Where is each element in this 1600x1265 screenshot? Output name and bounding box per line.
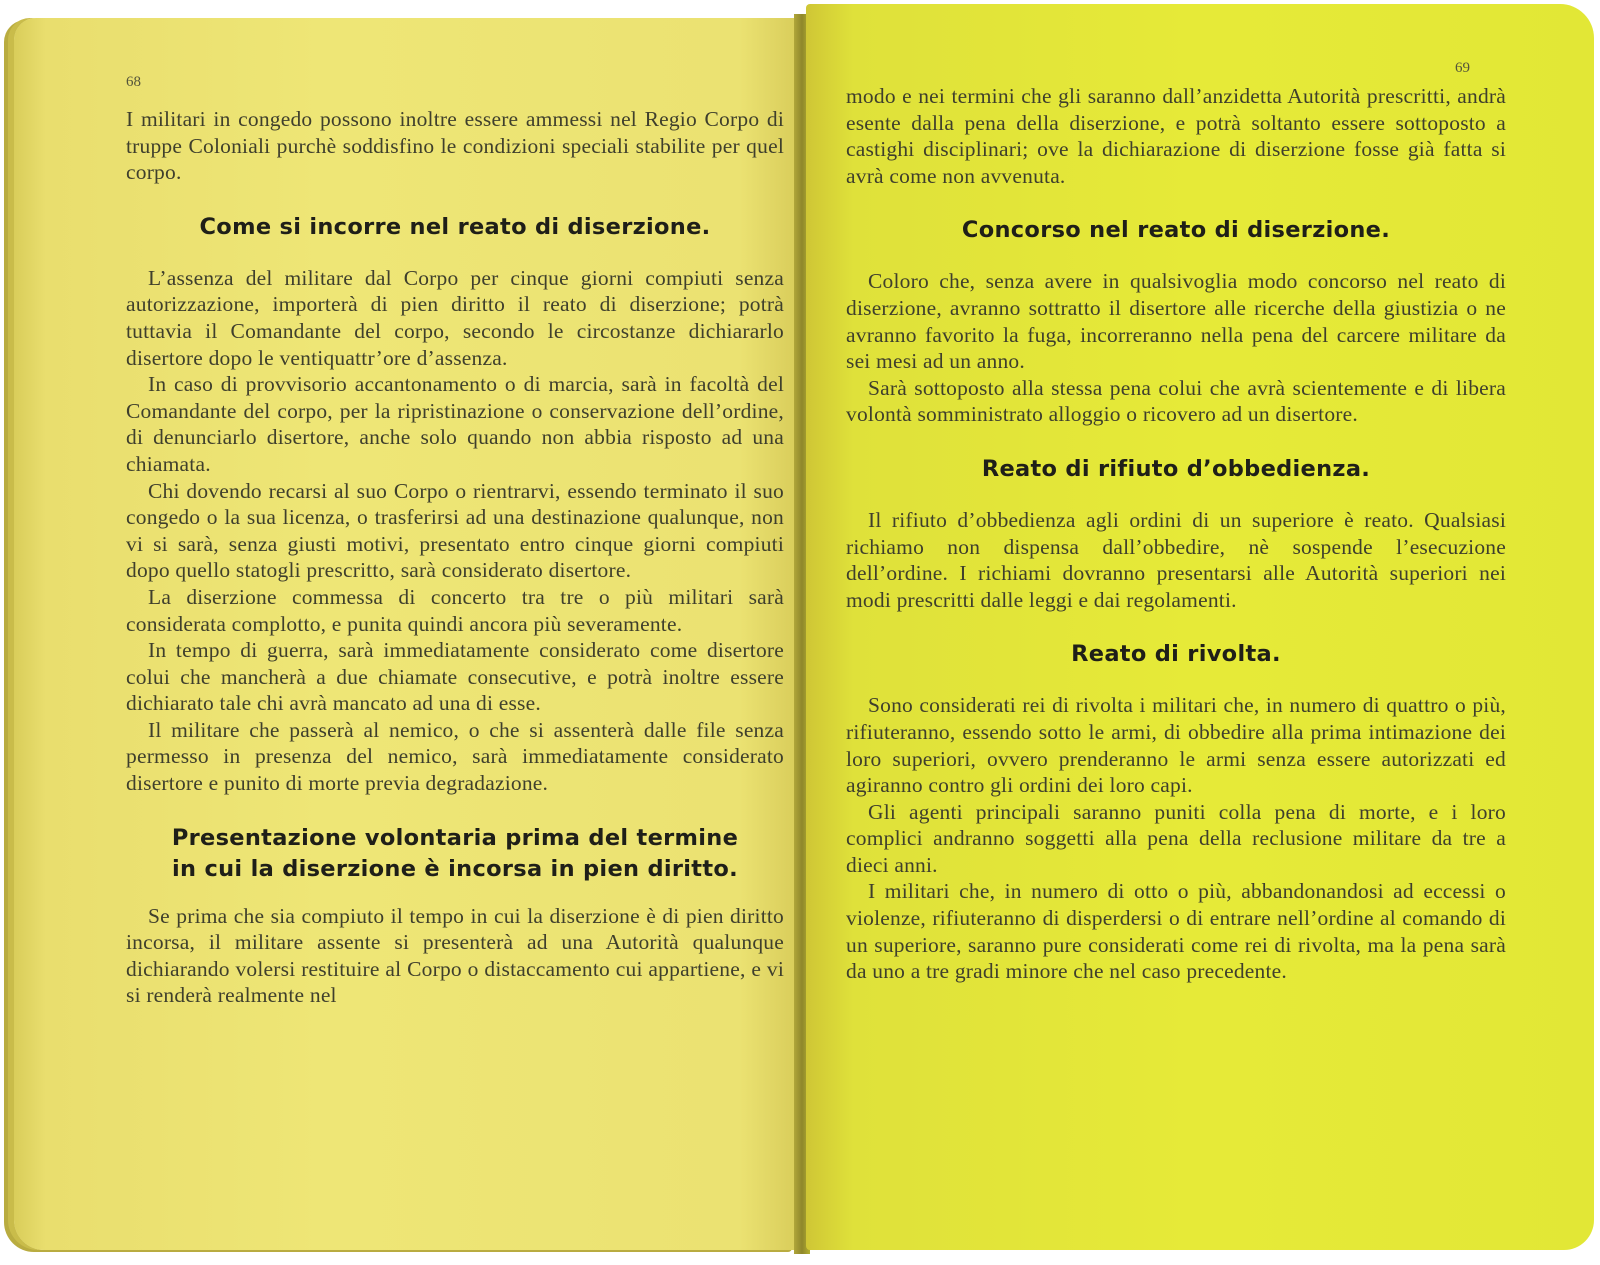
paragraph: I militari in congedo possono inoltre essere ammessi nel Regio Corpo di truppe Coloniali purchè soddisfino le condizioni speciali stabilite per quel corpo. xyxy=(126,107,784,185)
section-heading: Reato di rivolta. xyxy=(1071,641,1281,668)
page-number: 68 xyxy=(126,74,141,90)
section-heading: Concorso nel reato di diserzione. xyxy=(961,217,1391,244)
heading-line: in cui la diserzione è incorsa in pien diritto. xyxy=(172,855,738,882)
paragraph: La diserzione commessa di concerto tra tre o più militari sarà considerata complotto, e punita quindi ancora più severamente. xyxy=(126,584,784,636)
left-page xyxy=(14,18,802,1250)
paragraph: In caso di provvisorio accantonamento o di marcia, sarà in facoltà del Comandante del corpo, per la ripristinazione o conservazione dell’ordine, di denunciarlo disertore, anche solo quando non abbia risposto ad una chiamata. xyxy=(126,372,784,476)
paragraph: I militari che, in numero di otto o più, abbandonandosi ad eccessi o violenze, rifiuteranno di disperdersi o di entrare nell’ordine al comando di un superiore, saranno pure considerati come rei di rivolta, ma la pena sarà da uno a tre gradi minore che nel caso precedente. xyxy=(846,879,1506,984)
page-number: 69 xyxy=(1455,60,1470,76)
paragraph: Sono considerati rei di rivolta i militari che, in numero di quattro o più, rifiuteranno, essendo sotto le armi, di obbedire alla prima intimazione dei loro superiori, ovvero prenderanno le armi senza essere autorizzati ed agiranno contro gli ordini dei loro capi. xyxy=(846,693,1506,798)
paragraph: Sarà sottoposto alla stessa pena colui che avrà scientemente e di libera volontà somministrato alloggio o ricovero ad un disertore. xyxy=(846,375,1506,427)
section-heading: Reato di rifiuto d’obbedienza. xyxy=(981,455,1371,482)
paragraph: Il rifiuto d’obbedienza agli ordini di un superiore è reato. Qualsiasi richiamo non dispensa dall’obbedire, nè sospende l’esecuzione dell’ordine. I richiami dovranno presentarsi alle Autorità superiori nei modi prescritti dalle leggi e dai regolamenti. xyxy=(846,507,1506,612)
paragraph: Se prima che sia compiuto il tempo in cui la diserzione è di pien diritto incorsa, il militare assente si presenterà ad una Autorità qualunque dichiarando volersi restituire al Corpo o distaccamento cui appartiene, e vi si renderà realmente nel xyxy=(126,903,784,1008)
right-page xyxy=(806,4,1594,1250)
section-heading xyxy=(126,823,784,885)
paragraph: Coloro che, senza avere in qualsivoglia modo concorso nel reato di diserzione, avranno sottratto il disertore alle ricerche della giustizia o ne avranno favorito la fuga, incorreranno nella pena del carcere militare da sei mesi ad un anno. xyxy=(846,269,1506,374)
paragraph: In tempo di guerra, sarà immediatamente considerato come disertore colui che mancherà a due chiamate consecutive, e potrà inoltre essere dichiarato tale chi avrà mancato ad una di esse. xyxy=(126,638,784,716)
paragraph: Chi dovendo recarsi al suo Corpo o rientrarvi, essendo terminato il suo congedo o la sua licenza, o trasferirsi ad una destinazione qualunque, non vi si sarà, senza giusti motivi, presentato entro cinque giorni compiuti dopo quello statogli prescritto, sarà considerato disertore. xyxy=(126,478,784,583)
paragraph: L’assenza del militare dal Corpo per cinque giorni compiuti senza autorizzazione, importerà di pien diritto il reato di diserzione; potrà tuttavia il Comandante del corpo, secondo le circostanze dichiararlo disertore dopo le ventiquattr’ore d’assenza. xyxy=(126,265,784,370)
paragraph: modo e nei termini che gli saranno dall’anzidetta Autorità prescritti, andrà esente dalla pena della diserzione, e potrà soltanto essere sottoposto a castighi disciplinari; ove la dichiarazione di diserzione fosse già fatta si avrà come non avvenuta. xyxy=(846,84,1506,188)
paragraph: Il militare che passerà al nemico, o che si assenterà dalle file senza permesso in presenza del nemico, sarà immediatamente considerato disertore e punito di morte previa degradazione. xyxy=(126,717,784,796)
heading-line: Presentazione volontaria prima del termine xyxy=(171,824,739,851)
section-heading: Come si incorre nel reato di diserzione. xyxy=(199,213,711,240)
right-page-body xyxy=(846,83,1506,985)
paragraph: Gli agenti principali saranno puniti colla pena di morte, e i loro complici andranno soggetti alla pena della reclusione militare da tre a dieci anni. xyxy=(846,799,1506,877)
left-page-body xyxy=(126,106,784,1009)
